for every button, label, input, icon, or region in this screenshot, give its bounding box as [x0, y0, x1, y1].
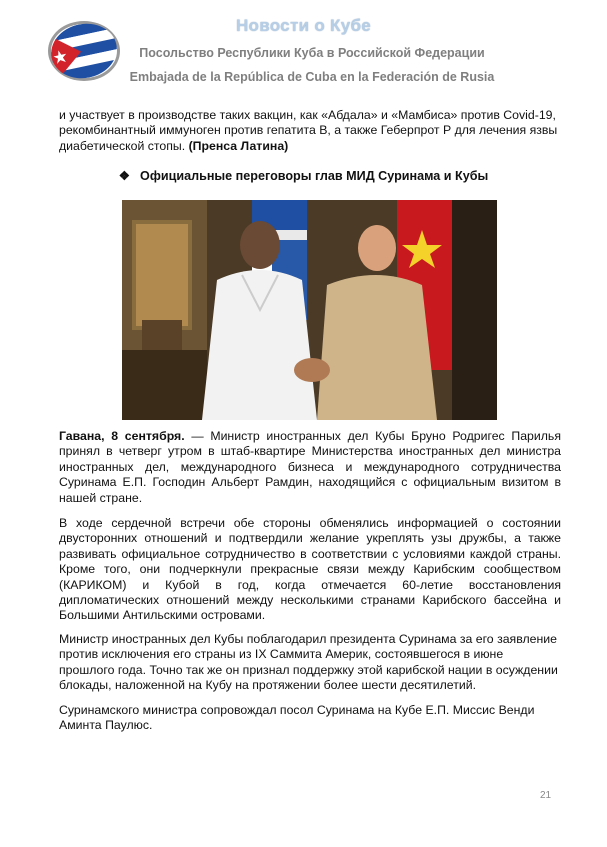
masthead-title: Новости о Кубе — [235, 16, 372, 35]
intro-paragraph — [59, 108, 561, 154]
embassy-name-es: Embajada de la República de Cuba en la Federación de Rusia — [129, 70, 495, 84]
embassy-name-ru: Посольство Республики Куба в Российской Федерации — [139, 46, 485, 60]
paragraph-1-text: — Министр иностранных дел Кубы Бруно Родригес Парилья принял в четверг утром в штаб-квартире Министерства иностранных дел министра иностранных дел, международного бизнеса и международного сотрудничества Суринама Е.П. Господин Альберт Рамдин, находящийся с официальным визитом в нашей стране. — [59, 429, 562, 505]
article-paragraph-3: Министр иностранных дел Кубы поблагодарил президента Суринама за его заявление против исключения его страны из IX Саммита Америк, состоявшегося в июне прошлого года. Точно так же он признал поддержку этой карибской нации в осуждении блокады, наложенной на Кубу на протяжении более шести десятилетий. — [59, 632, 558, 693]
article-paragraph-4: Суринамского министра сопровождал посол Суринама на Кубе Е.П. Миссис Венди Аминта Паулюс. — [59, 703, 535, 733]
intro-source: (Пренса Латина) — [188, 138, 289, 153]
intro-text: и участвует в производстве таких вакцин, как «Абдала» и «Мамбиса» против Covid-19, рекомбинантный иммуноген против гепатита В, а также Геберпрот Р для лечения язвы диабетической стопы. — [59, 108, 558, 153]
article-heading — [0, 168, 607, 183]
page-number: 21 — [540, 790, 552, 801]
article-paragraph-1 — [59, 429, 561, 506]
article-title: Официальные переговоры глав МИД Суринама и Кубы — [140, 169, 489, 183]
diamond-bullet-icon: ❖ — [118, 169, 131, 183]
dateline: Гавана, 8 сентября. — [59, 429, 185, 443]
article-paragraph-2: В ходе сердечной встречи обе стороны обменялись информацией о состоянии двусторонних отношений и подтвердили желание укреплять узы дружбы, а также развивать официальное сотрудничество в соответствии с условиями каждой страны. Кроме того, они подчеркнули прекрасные связи между Карибским сообществом (КАРИКОМ) и Кубой в год, когда отмечается 60-летие восстановления дипломатических отношений между несколькими странами Карибского бассейна и Большими Антильскими островами. — [59, 516, 561, 623]
article-photo — [122, 200, 497, 420]
